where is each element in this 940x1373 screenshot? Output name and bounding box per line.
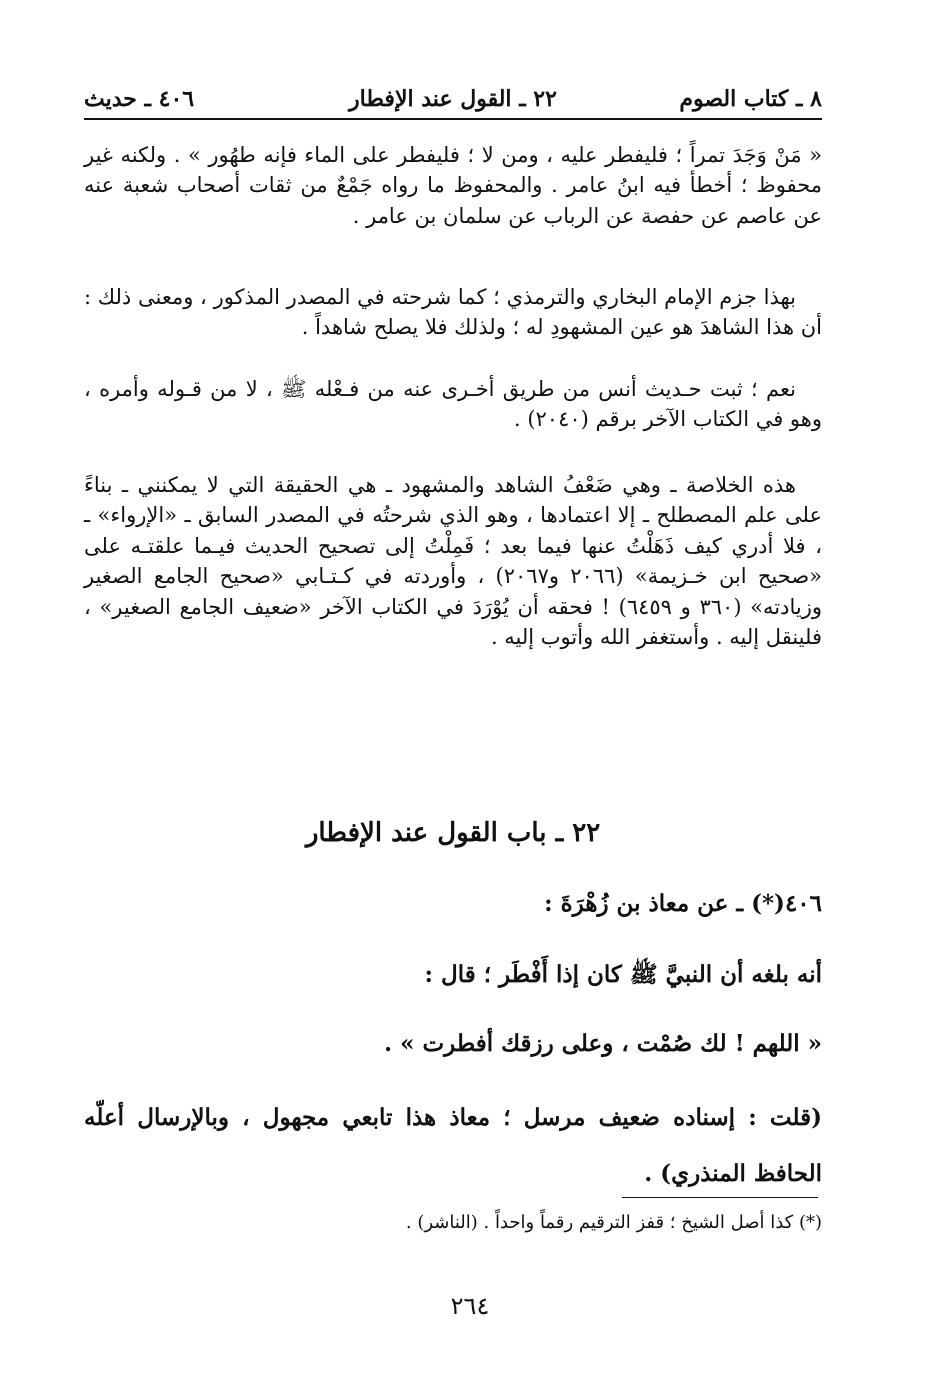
header-hadith-number: ٤٠٦ ـ حديث <box>84 86 195 112</box>
footnote-divider <box>622 1197 818 1198</box>
hadith-text-line-1: أنه بلغه أن النبيَّ ﷺ كان إذا أَفْطَر ؛ قال : <box>424 961 822 988</box>
paragraph-2: بهذا جزم الإمام البخاري والترمذي ؛ كما شرحته في المصدر المذكور ، ومعنى ذلك : أن هذا الشاهدَ هو عين المشهودِ له ؛ ولذلك فلا يصلح شاهداً . <box>84 285 822 340</box>
hadith-number-line: ٤٠٦(*) ـ عن معاذ بن زُهْرَةَ : <box>544 890 822 917</box>
page-number: ٢٦٤ <box>450 1292 490 1320</box>
paragraph-4: هذه الخلاصة ـ وهي ضَعْفُ الشاهد والمشهود ـ هي الحقيقة التي لا يمكنني ـ بناءً على علم المصطلح ـ إلا اعتمادها ، وهو الذي شرحتُه في المصدر السابق ـ «الإرواء» ـ ، فلا أدري كيف ذَهَلْتُ عنها فيما بعد ؛ فَمِلْتُ إلى تصحيح الحديث فيـما علقتـه على «صحيح ابن خـزيمة» (٢٠٦٦ و٢٠٦٧) ، وأوردته في كـتـابي «صحيح الجامع الصغير وزيادته» (٣٦٠ و ٦٤٥٩) ! فحقه أن يُوْرَدَ في الكتاب الآخر «ضعيف الجامع الصغير» ، فلينقل إليه . وأستغفر الله وأتوب إليه . <box>84 473 823 650</box>
chapter-title: ٢٢ ـ باب القول عند الإفطار <box>305 818 601 848</box>
commentary <box>84 1090 822 1202</box>
hadith-text-line-2: « اللهم ! لك صُمْت ، وعلى رزقك أفطرت » . <box>384 1030 822 1057</box>
header-chapter-title: ٢٢ ـ القول عند الإفطار <box>349 86 557 112</box>
running-header <box>84 82 822 120</box>
paragraph-3: نعم ؛ ثبت حـديث أنس من طريق أخـرى عنه من فـعْله ﷺ ، لا من قـوله وأمره ، وهو في الكتاب الآخر برقم (٢٠٤٠) . <box>84 377 822 432</box>
footnote: (*) كذا أصل الشيخ ؛ قفز الترقيم رقماً واحداً . (الناشر) . <box>405 1212 822 1233</box>
header-book-title: ٨ ـ كتاب الصوم <box>679 86 822 112</box>
paragraph-1: « مَنْ وَجَدَ تمراً ؛ فليفطر عليه ، ومن لا ؛ فليفطر على الماء فإنه طهُور » . ولكنه غير محفوظ ؛ أخطأ فيه ابنُ عامر . والمحفوظ ما رواه جَمْعٌ من ثقات أصحاب شعبة عنه عن عاصم عن حفصة عن الرباب عن سلمان بن عامر . <box>84 143 822 228</box>
body-text <box>84 140 822 671</box>
commentary-text: (قلت : إسناده ضعيف مرسل ؛ معاذ هذا تابعي مجهول ، وبالإرسال أعلّه الحافظ المنذري) . <box>84 1104 822 1187</box>
